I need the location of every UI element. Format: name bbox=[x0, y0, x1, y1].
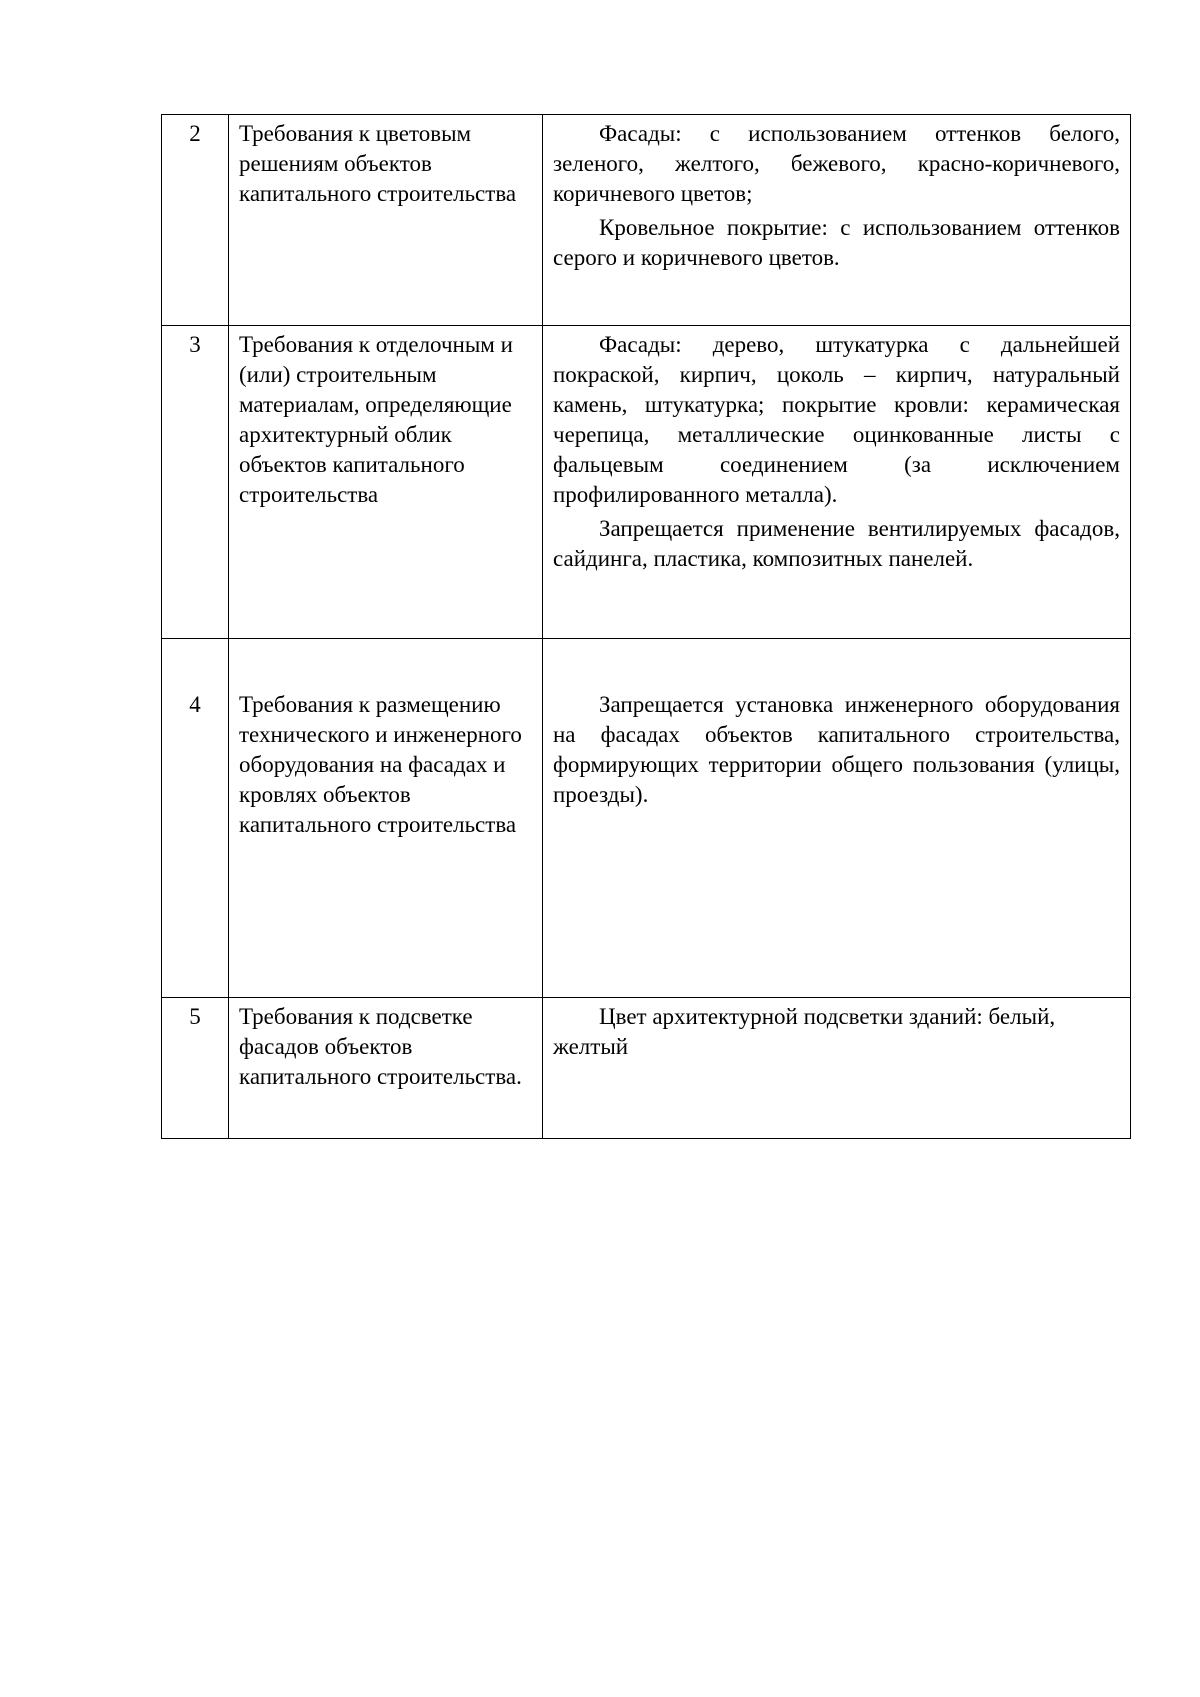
description-paragraph: Фасады: дерево, штукатурка с дальнейшей покраской, кирпич, цоколь – кирпич, натуральный камень, штукатурка; покрытие кровли: керамическая черепица, металлические оцинкованные листы с фальцевым соединением (за исключением профилированного металла). bbox=[553, 332, 1120, 507]
requirements-table bbox=[161, 114, 1131, 1139]
table-row bbox=[162, 639, 1131, 998]
table-row bbox=[162, 998, 1131, 1139]
requirement-description bbox=[543, 115, 1131, 326]
table-row bbox=[162, 115, 1131, 326]
description-paragraph: Запрещается применение вентилируемых фасадов, сайдинга, пластика, композитных панелей. bbox=[553, 516, 1120, 571]
requirement-description bbox=[543, 639, 1131, 998]
row-number: 3 bbox=[162, 326, 229, 639]
description-paragraph: Цвет архитектурной подсветки зданий: белый, желтый bbox=[553, 1004, 1056, 1059]
row-number: 5 bbox=[162, 998, 229, 1139]
requirement-title: Требования к цветовым решениям объектов капитального строительства bbox=[229, 115, 543, 326]
requirement-description bbox=[543, 326, 1131, 639]
requirement-title: Требования к подсветке фасадов объектов капитального строительства. bbox=[229, 998, 543, 1139]
requirement-description bbox=[543, 998, 1131, 1139]
description-paragraph: Запрещается установка инженерного оборудования на фасадах объектов капитального строительства, формирующих территории общего пользования (улицы, проезды). bbox=[553, 692, 1120, 807]
description-paragraph: Фасады: с использованием оттенков белого, зеленого, желтого, бежевого, красно-коричневого, коричневого цветов; bbox=[553, 121, 1120, 206]
requirement-title: Требования к размещению технического и инженерного оборудования на фасадах и кровлях объектов капитального строительства bbox=[229, 639, 543, 998]
row-number: 2 bbox=[162, 115, 229, 326]
table-row bbox=[162, 326, 1131, 639]
description-paragraph: Кровельное покрытие: с использованием оттенков серого и коричневого цветов. bbox=[553, 215, 1120, 270]
requirement-title: Требования к отделочным и (или) строительным материалам, определяющие архитектурный облик объектов капитального строительства bbox=[229, 326, 543, 639]
row-number: 4 bbox=[162, 639, 229, 998]
